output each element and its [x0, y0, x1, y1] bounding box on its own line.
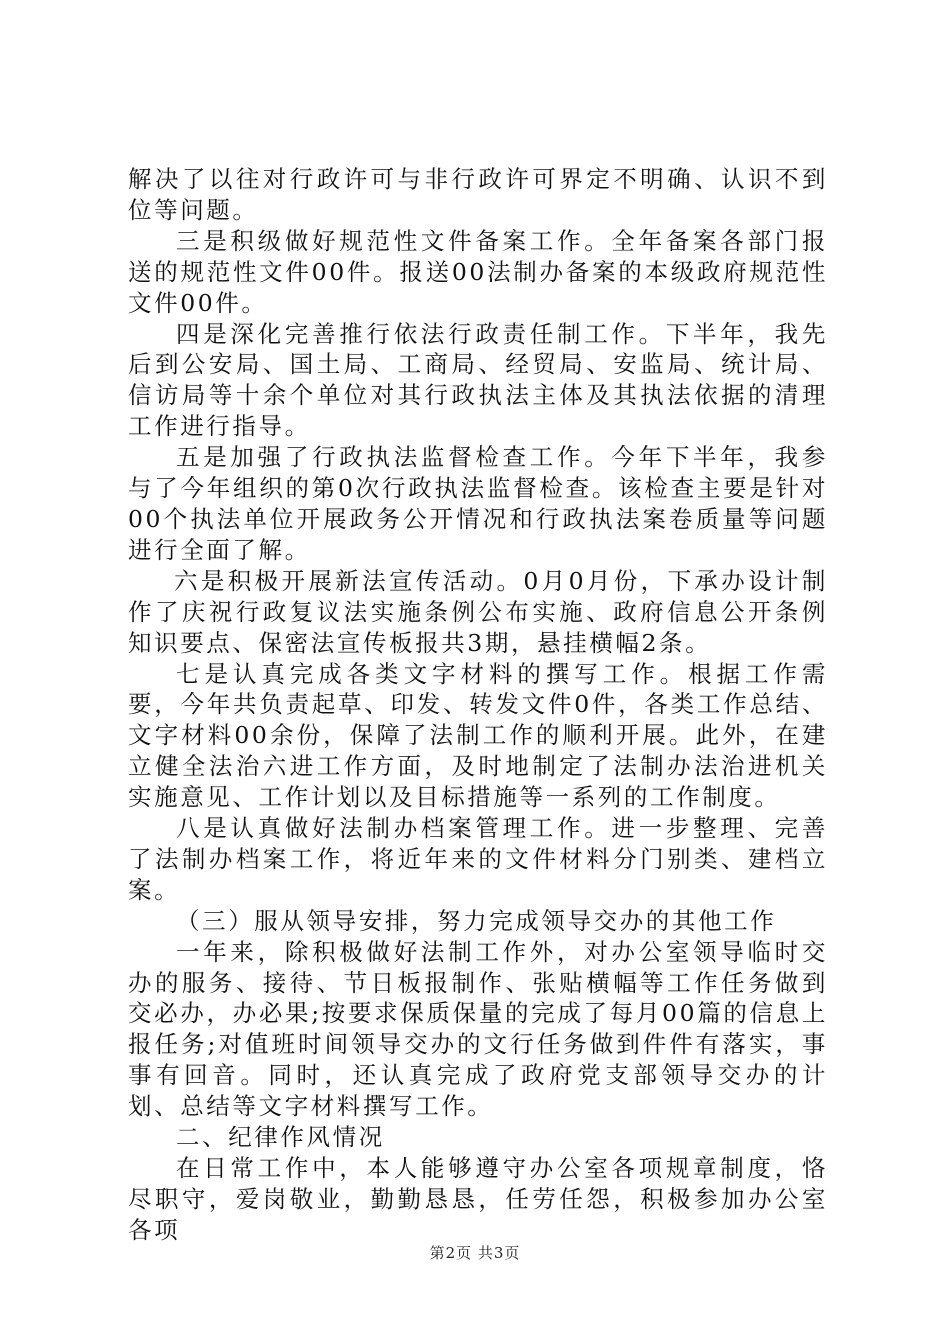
paragraph-item-7: 七是认真完成各类文字材料的撰写工作。根据工作需要，今年共负责起草、印发、转发文件0件，各类工作总结、文字材料00余份，保障了法制工作的顺利开展。此外，在建立健全法治六进工作方面，及时地制定了法制办法治进机关实施意见、工作计划以及目标措施等一系列的工作制度。	[128, 659, 828, 812]
document-body	[128, 164, 828, 1246]
paragraph-continuation: 解决了以往对行政许可与非行政许可界定不明确、认识不到位等问题。	[128, 165, 828, 224]
page-footer: 第2页 共3页	[429, 1244, 521, 1262]
section-heading-3: （三）服从领导安排，努力完成领导交办的其他工作	[176, 906, 777, 935]
paragraph-item-6: 六是积极开展新法宣传活动。0月0月份，下承办设计制作了庆祝行政复议法实施条例公布实施、政府信息公开条例知识要点、保密法宣传板报共3期，悬挂横幅2条。	[128, 566, 828, 657]
paragraph-discipline: 在日常工作中，本人能够遵守办公室各项规章制度，恪尽职守，爱岗敬业，勤勤恳恳，任劳任怨，积极参加办公室各项	[128, 1154, 828, 1244]
paragraph-other-work: 一年来，除积极做好法制工作外，对办公室领导临时交办的服务、接待、节日板报制作、张贴横幅等工作任务做到交必办，办必果;按要求保质保量的完成了每月00篇的信息上报任务;对值班时间领导交办的文行任务做到件件有落实，事事有回音。同时，还认真完成了政府党支部领导交办的计划、总结等文字材料撰写工作。	[128, 937, 828, 1121]
section-heading-2: 二、纪律作风情况	[176, 1123, 385, 1152]
paragraph-item-3: 三是积级做好规范性文件备案工作。全年备案各部门报送的规范性文件00件。报送00法制办备案的本级政府规范性文件00件。	[128, 226, 828, 317]
paragraph-item-8: 八是认真做好法制办档案管理工作。进一步整理、完善了法制办档案工作，将近年来的文件材料分门别类、建档立案。	[128, 814, 828, 904]
paragraph-item-5: 五是加强了行政执法监督检查工作。今年下半年，我参与了今年组织的第0次行政执法监督检查。该检查主要是针对00个执法单位开展政务公开情况和行政执法案卷质量等问题进行全面了解。	[128, 443, 828, 564]
paragraph-item-4: 四是深化完善推行依法行政责任制工作。下半年，我先后到公安局、国土局、工商局、经贸局、安监局、统计局、信访局等十余个单位对其行政执法主体及其执法依据的清理工作进行指导。	[128, 319, 828, 441]
